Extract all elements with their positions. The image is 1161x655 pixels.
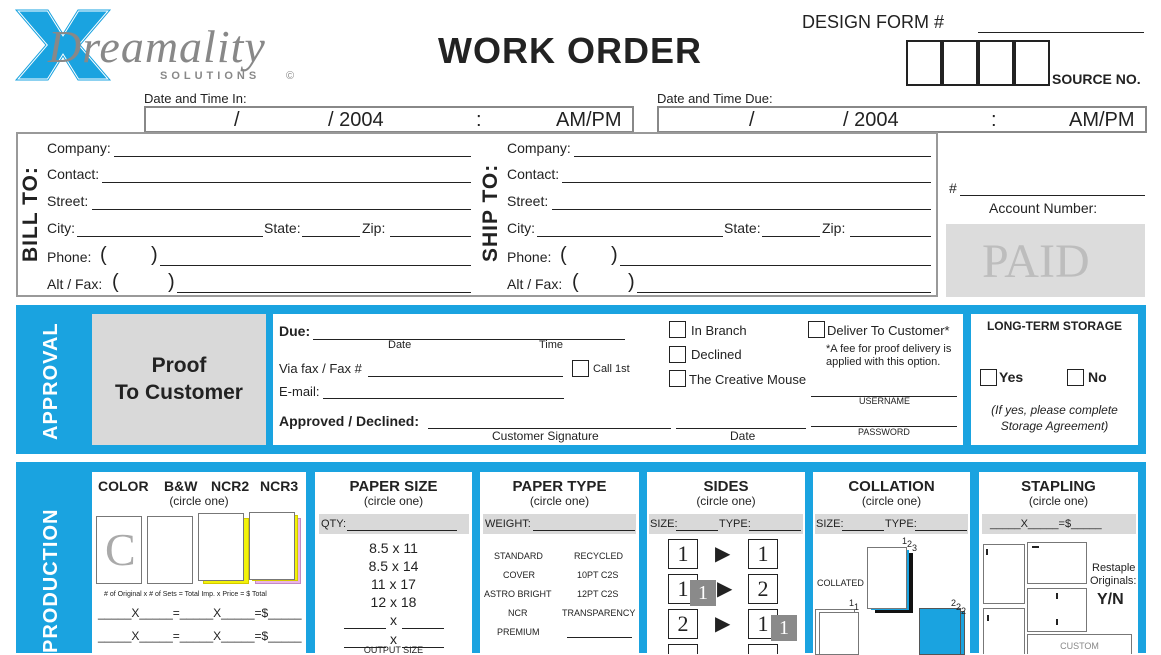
type-recycled[interactable]: RECYCLED xyxy=(574,551,624,561)
page-title: WORK ORDER xyxy=(438,30,702,71)
stapling-panel: STAPLING (circle one) _____X_____=$_____ CUSTOM Restaple Originals: Y/N xyxy=(979,472,1138,653)
size-8514[interactable]: 8.5 x 14 xyxy=(368,558,419,574)
ncr2-sheet xyxy=(198,513,244,581)
bill-state-field[interactable] xyxy=(302,236,360,237)
deliver-checkbox[interactable] xyxy=(808,321,825,338)
bill-street-field[interactable] xyxy=(92,209,471,210)
storage-yes-checkbox[interactable] xyxy=(980,369,997,386)
staple-side-double[interactable] xyxy=(983,608,1025,654)
restaple-yn[interactable]: Y/N xyxy=(1097,591,1124,608)
staple-middle[interactable] xyxy=(1027,588,1087,632)
in-branch-checkbox[interactable] xyxy=(669,321,686,338)
email-field[interactable] xyxy=(323,398,564,399)
sides-panel: SIDES (circle one) SIZE: TYPE: 1 ▶ 1 1 1 ▶ 2 2 ▶ 1 1 xyxy=(647,472,805,653)
staple-top-left[interactable] xyxy=(983,544,1025,604)
collation-size-type-field[interactable]: SIZE: TYPE: xyxy=(815,514,968,534)
color-calc-row-1[interactable]: _____X_____=_____X_____=$_____ xyxy=(98,606,302,620)
ship-zip-field[interactable] xyxy=(850,236,931,237)
bill-fax-field[interactable] xyxy=(177,292,471,293)
ship-phone-field[interactable] xyxy=(620,265,931,266)
paper-type-panel: PAPER TYPE (circle one) WEIGHT: STANDARD COVER ASTRO BRIGHT NCR PREMIUM RECYCLED 10PT C2S 12PT C2S TRANSPARENCY xyxy=(480,472,639,653)
color-panel: COLOR B&W NCR2 NCR3 (circle one) C # of Original x # of Sets = Total Imp. x Price = $ Total _____X_____=_____X_____=$_____ _____X_____=_____X_____=$_____ xyxy=(92,472,306,653)
color-calc-row-2[interactable]: _____X_____=_____X_____=$_____ xyxy=(98,629,302,643)
approval-vertical: APPROVAL xyxy=(40,322,62,440)
weight-field[interactable]: WEIGHT: xyxy=(483,514,636,534)
size-1218[interactable]: 12 x 18 xyxy=(370,594,417,610)
design-form-label: DESIGN FORM # xyxy=(802,12,945,32)
due-field[interactable] xyxy=(313,339,625,340)
color-sheet: C xyxy=(96,516,142,584)
production-vertical: PRODUCTION xyxy=(40,508,62,653)
bill-company-field[interactable] xyxy=(114,156,471,157)
storage-panel: LONG-TERM STORAGE Yes No (If yes, please complete Storage Agreement) xyxy=(971,314,1138,445)
bw-sheet xyxy=(147,516,193,584)
bill-zip-field[interactable] xyxy=(390,236,471,237)
size-1117[interactable]: 11 x 17 xyxy=(371,576,416,592)
paper-size-panel: PAPER SIZE (circle one) QTY: 8.5 x 11 8.5 x 14 11 x 17 12 x 18 x x OUTPUT SIZE xyxy=(315,472,472,653)
source-label: SOURCE NO. xyxy=(1052,71,1141,87)
logo xyxy=(8,4,308,86)
type-standard[interactable]: STANDARD xyxy=(494,551,543,561)
source-boxes[interactable] xyxy=(906,40,1052,84)
ship-company-field[interactable] xyxy=(574,156,931,157)
ship-to-vertical: SHIP TO: xyxy=(479,163,502,262)
sides-row3-src[interactable]: 2 xyxy=(668,609,698,639)
ship-city-field[interactable] xyxy=(537,236,723,237)
bill-contact-field[interactable] xyxy=(102,182,471,183)
ncr3-sheet xyxy=(249,512,295,580)
sides-row1-dst[interactable]: 1 xyxy=(748,539,778,569)
ship-contact-field[interactable] xyxy=(562,182,931,183)
type-12pt[interactable]: 12PT C2S xyxy=(577,589,619,599)
collation-panel: COLLATION (circle one) SIZE: TYPE: 1 2 3 COLLATED 1 1 2 2 2 xyxy=(813,472,970,653)
sides-size-type-field[interactable]: SIZE: TYPE: xyxy=(649,514,803,534)
type-10pt[interactable]: 10PT C2S xyxy=(577,570,619,580)
design-form-line[interactable] xyxy=(978,32,1144,33)
bill-to-vertical: BILL TO: xyxy=(19,166,42,262)
sides-row3-dst[interactable]: 1 xyxy=(748,609,778,639)
size-8511[interactable]: 8.5 x 11 xyxy=(369,540,418,556)
approval-panel: Due: Date Time Via fax / Fax # Call 1st E-mail: Approved / Declined: Customer Signature Date In Branch Declined The Creative Mouse Deliver To Customer* *A fee for proof delivery is applied with this option. USERNAME PASSWORD xyxy=(273,314,963,445)
date-in-label: Date and Time In: xyxy=(144,91,247,106)
ship-fax-field[interactable] xyxy=(637,292,931,293)
collated-stack[interactable] xyxy=(867,547,907,609)
ship-state-field[interactable] xyxy=(762,236,820,237)
sides-row2-src[interactable]: 1 xyxy=(668,574,698,604)
type-transparency[interactable]: TRANSPARENCY xyxy=(562,608,636,618)
sides-row2-dst[interactable]: 2 xyxy=(748,574,778,604)
call-first-checkbox[interactable] xyxy=(572,360,589,377)
bill-city-field[interactable] xyxy=(77,236,263,237)
staple-custom[interactable]: CUSTOM xyxy=(1027,634,1132,654)
proof-box: Proof To Customer xyxy=(92,314,266,445)
storage-no-checkbox[interactable] xyxy=(1067,369,1084,386)
logo-sub: SOLUTIONS xyxy=(160,70,261,82)
account-number-field[interactable] xyxy=(960,195,1145,196)
type-cover[interactable]: COVER xyxy=(503,570,536,580)
staple-top-edge[interactable] xyxy=(1027,542,1087,584)
logo-copyright: © xyxy=(286,70,295,82)
declined-checkbox[interactable] xyxy=(669,346,686,363)
type-astro[interactable]: ASTRO BRIGHT xyxy=(484,589,552,599)
type-premium[interactable]: PREMIUM xyxy=(497,627,540,637)
sides-row1-src[interactable]: 1 xyxy=(668,539,698,569)
account-label: Account Number: xyxy=(989,200,1098,216)
logo-word: Dreamality xyxy=(48,21,266,72)
date-due-field[interactable]: / / 2004 : AM/PM xyxy=(657,106,1147,133)
type-ncr[interactable]: NCR xyxy=(508,608,528,618)
ship-street-field[interactable] xyxy=(552,209,931,210)
date-in-field[interactable]: / / 2004 : AM/PM xyxy=(144,106,634,133)
date-due-label: Date and Time Due: xyxy=(657,91,773,106)
paid-stamp[interactable]: PAID xyxy=(946,224,1145,297)
stapling-calc-field[interactable]: _____X_____=$_____ xyxy=(982,514,1136,534)
qty-field[interactable]: QTY: xyxy=(319,514,469,534)
bill-phone-field[interactable] xyxy=(160,265,471,266)
creative-mouse-checkbox[interactable] xyxy=(669,370,686,387)
fax-field[interactable] xyxy=(368,376,563,377)
account-hash: # xyxy=(949,180,957,196)
